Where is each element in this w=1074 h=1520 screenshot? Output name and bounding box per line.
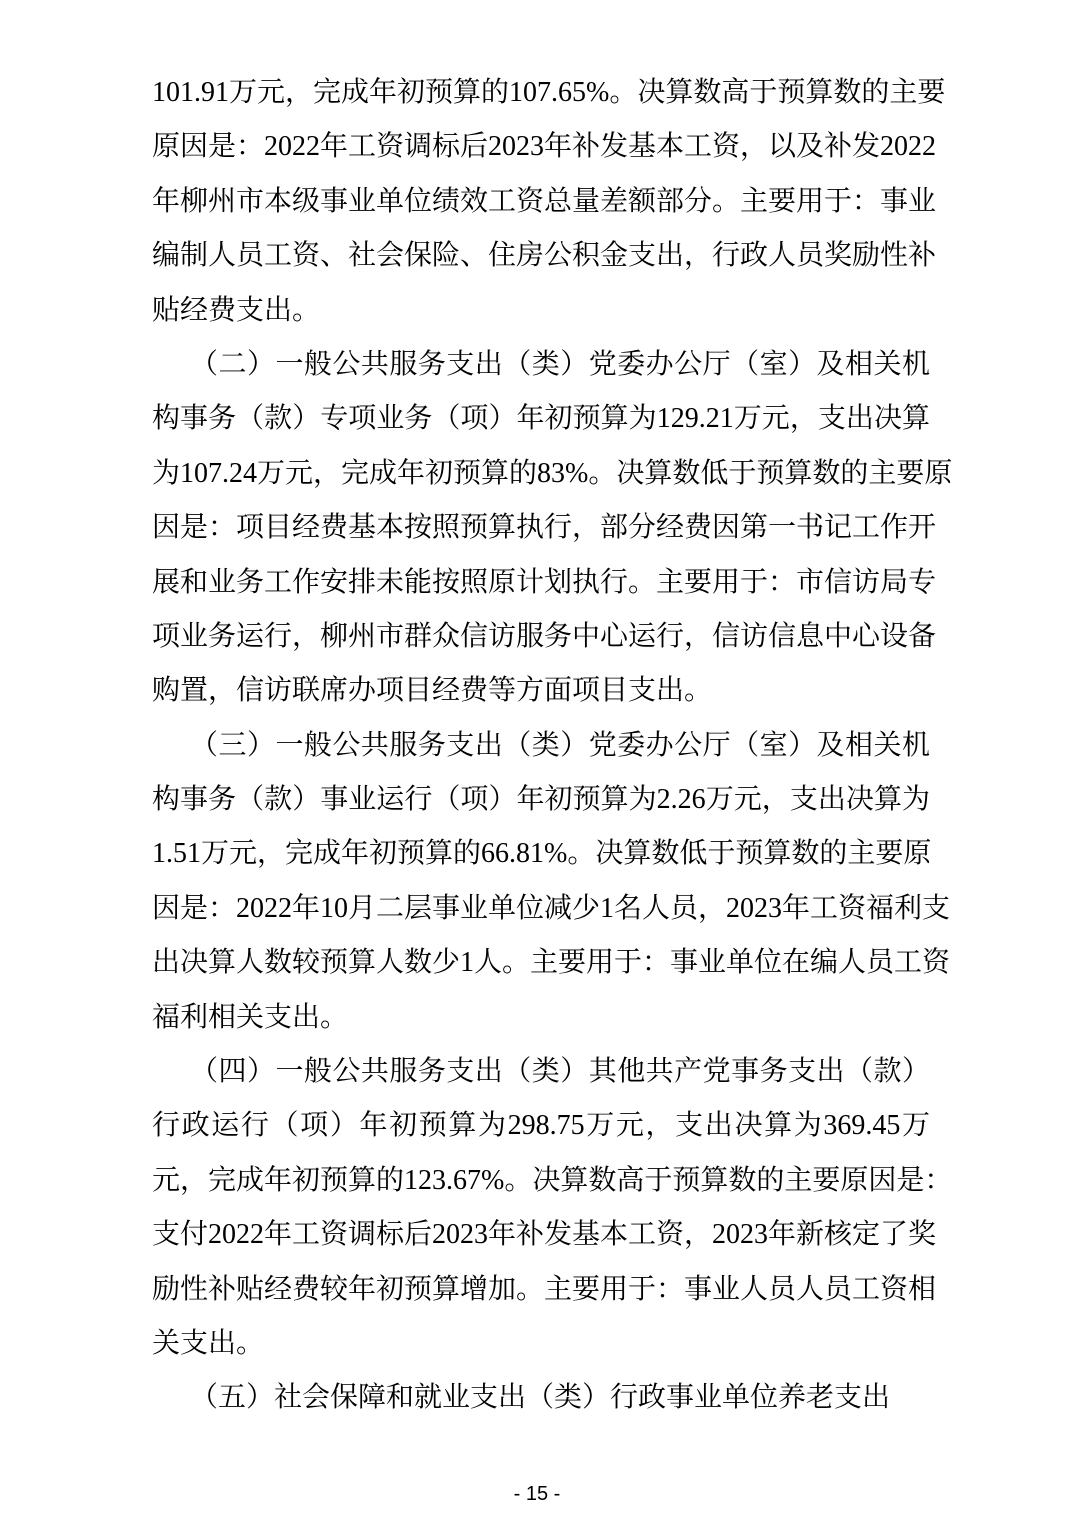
text-line: 项业务运行，柳州市群众信访服务中心运行，信访信息中心设备 [152, 620, 937, 652]
text-line: 购置，信访联席办项目经费等方面项目支出。 [152, 675, 713, 707]
document-body [152, 66, 953, 1426]
text-line: 因是：项目经费基本按照预算执行，部分经费因第一书记工作开 [152, 512, 937, 544]
page-footer [0, 1480, 1074, 1508]
text-line: 为107.24万元，完成年初预算的83%。决算数低于预算数的主要原 [152, 457, 953, 489]
text-line: 行政运行（项）年初预算为298.75万元，支出决算为369.45万 [152, 1110, 930, 1142]
page-number: - 15 - [513, 1483, 561, 1505]
paragraph-1 [152, 66, 946, 338]
text-line: 构事务（款）专项业务（项）年初预算为129.21万元，支出决算 [152, 403, 930, 435]
text-line: 福利相关支出。 [152, 1001, 349, 1033]
paragraph-3 [152, 719, 951, 1045]
text-line: 年柳州市本级事业单位绩效工资总量差额部分。主要用于：事业 [152, 185, 937, 217]
text-line: 贴经费支出。 [152, 294, 321, 326]
text-line: 出决算人数较预算人数少1人。主要用于：事业单位在编人员工资 [152, 947, 951, 979]
text-line: （二）一般公共服务支出（类）党委办公厅（室）及相关机 [190, 348, 930, 380]
text-line: （四）一般公共服务支出（类）其他共产党事务支出（款） [190, 1056, 930, 1088]
text-line: （三）一般公共服务支出（类）党委办公厅（室）及相关机 [190, 729, 930, 761]
text-line: 关支出。 [152, 1327, 265, 1359]
text-line: 构事务（款）事业运行（项）年初预算为2.26万元，支出决算为 [152, 784, 930, 816]
text-line: （五）社会保障和就业支出（类）行政事业单位养老支出 [190, 1382, 891, 1414]
paragraph-4 [152, 1045, 953, 1371]
text-line: 支付2022年工资调标后2023年补发基本工资，2023年新核定了奖 [152, 1219, 937, 1251]
paragraph-2 [152, 338, 953, 719]
text-line: 101.91万元，完成年初预算的107.65%。决算数高于预算数的主要 [152, 77, 946, 108]
text-line: 编制人员工资、社会保险、住房公积金支出，行政人员奖励性补 [152, 240, 937, 272]
text-line: 励性补贴经费较年初预算增加。主要用于：事业人员人员工资相 [152, 1273, 937, 1305]
text-line: 1.51万元，完成年初预算的66.81%。决算数低于预算数的主要原 [152, 838, 932, 870]
paragraph-5 [152, 1371, 930, 1425]
text-line: 元，完成年初预算的123.67%。决算数高于预算数的主要原因是： [152, 1164, 953, 1196]
text-line: 展和业务工作安排未能按照原计划执行。主要用于：市信访局专 [152, 566, 937, 598]
text-line: 原因是：2022年工资调标后2023年补发基本工资，以及补发2022 [152, 131, 937, 163]
text-line: 因是：2022年10月二层事业单位减少1名人员，2023年工资福利支 [152, 892, 951, 924]
